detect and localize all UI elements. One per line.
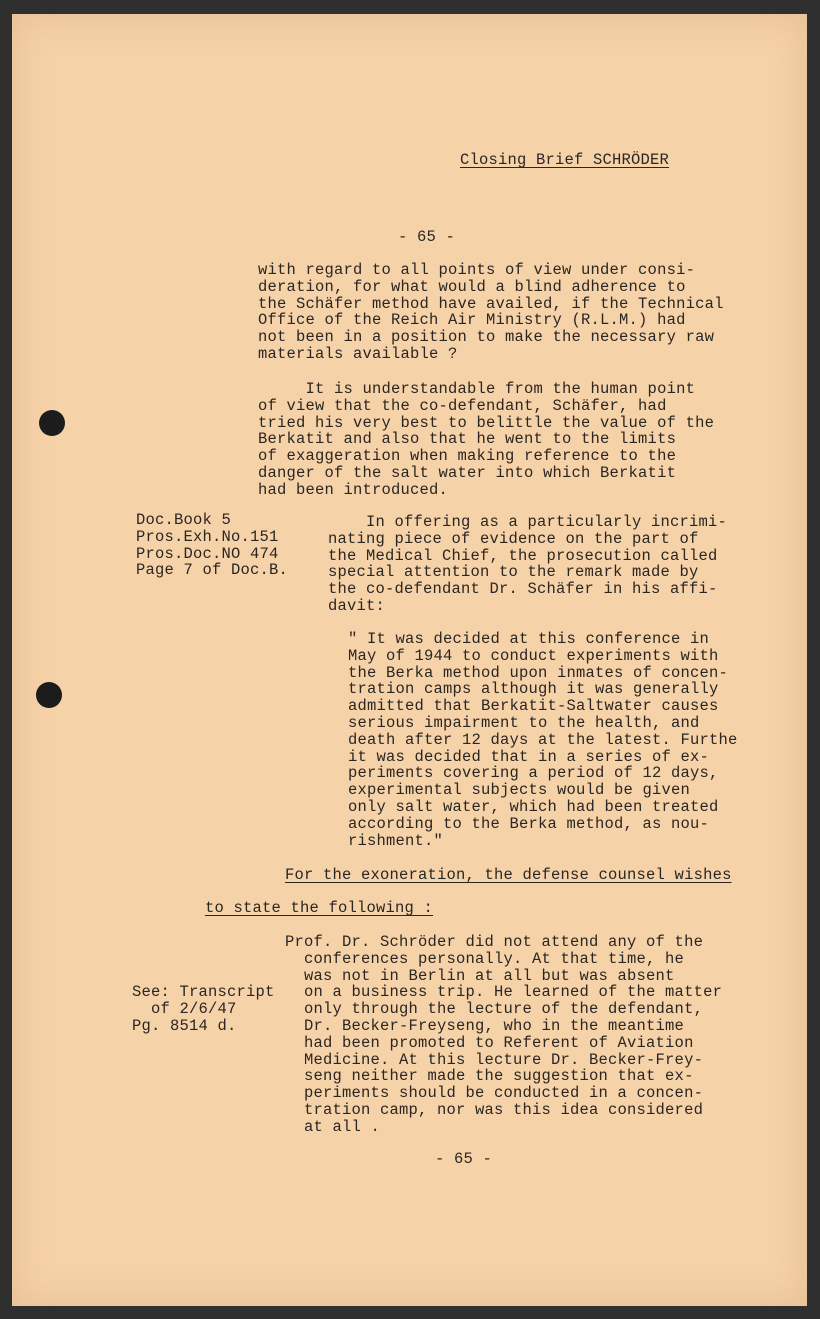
punch-hole xyxy=(39,410,65,436)
page-number-top: - 65 - xyxy=(398,228,456,246)
punch-hole xyxy=(36,682,62,708)
exoneration-heading-line2: to state the following : xyxy=(205,899,434,917)
affidavit-quote: " It was decided at this conference in May of 1944 to conduct experiments with the Berka method upon inmates of concen- tration camps although it was generally admitted that Berkatit-Saltwater causes serious impairment to the health, and death after 12 days at the latest. Furthe it was decided that in a series of ex- periments covering a period of 12 days, experimental subjects would be given only salt water, which had been treated according to the Berka method, as nou- rishment." xyxy=(348,630,738,850)
page-number-bottom: - 65 - xyxy=(435,1150,493,1168)
margin-note-transcript-reference: See: Transcript of 2/6/47 Pg. 8514 d. xyxy=(132,983,275,1035)
margin-note-document-reference: Doc.Book 5 Pros.Exh.No.151 Pros.Doc.NO 474 Page 7 of Doc.B. xyxy=(136,511,289,580)
exoneration-heading-line1: For the exoneration, the defense counsel wishes xyxy=(285,866,732,884)
paragraph-schaefer: It is understandable from the human point of view that the co-defendant, Schäfer, had tried his very best to belittle the value of the Berkatit and also that he went to the limits of exaggeration when making reference to the danger of the salt water into which Berkatit had been introduced. xyxy=(258,380,715,499)
paragraph-schroeder-defense: Prof. Dr. Schröder did not attend any of the conferences personally. At that time, he was not in Berlin at all but was absent on a business trip. He learned of the matter only through the lecture of the defendant, Dr. Becker-Freyseng, who in the meantime had been promoted to Referent of Aviation Medicine. At this lecture Dr. Becker-Frey- seng neither made the suggestion that ex- periments should be conducted in a concen- tration camp, nor was this idea considered at all . xyxy=(285,933,723,1136)
document-page xyxy=(12,14,807,1306)
paragraph-prosecution-evidence: In offering as a particularly incrimi- nating piece of evidence on the part of the Medical Chief, the prosecution called special attention to the remark made by the co-defendant Dr. Schäfer in his affi- davit: xyxy=(328,513,728,615)
paragraph-continuation: with regard to all points of view under consi- deration, for what would a blind adherence to the Schäfer method have availed, if the Technical Office of the Reich Air Ministry (R.L.M.) had not been in a position to make the necessary raw materials available ? xyxy=(258,261,724,363)
document-header-title: Closing Brief SCHRÖDER xyxy=(460,151,670,169)
